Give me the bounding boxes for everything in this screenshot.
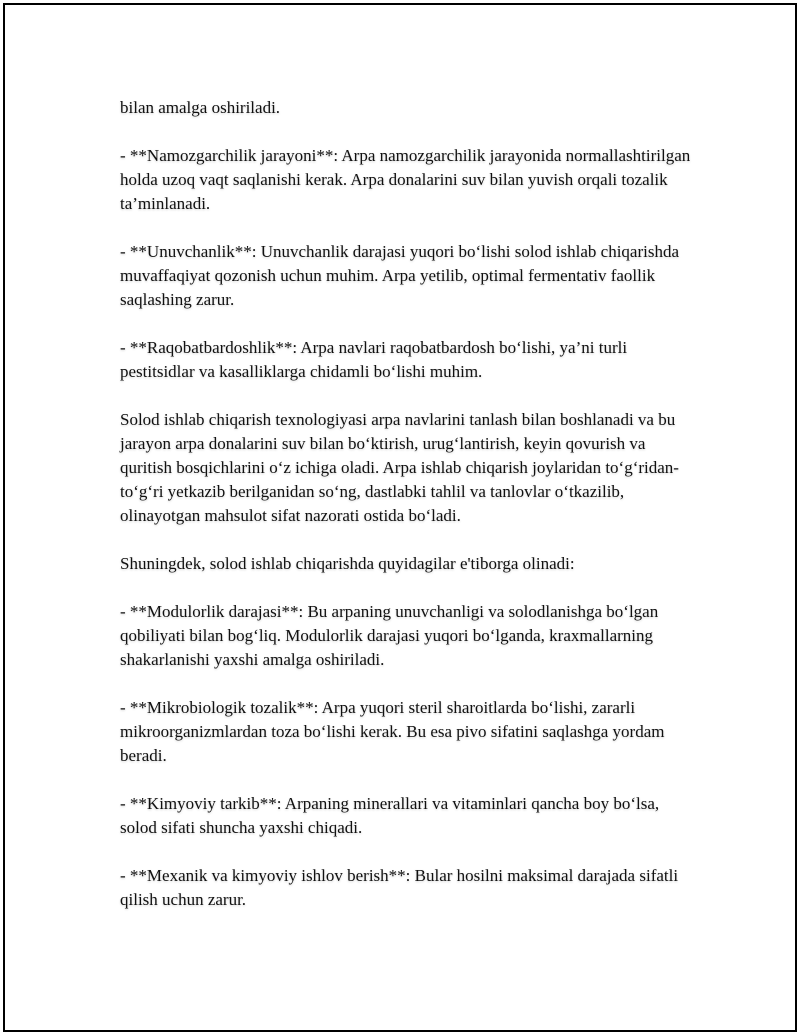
paragraph-raqobatbardoshlik: - **Raqobatbardoshlik**: Arpa navlari raqobatbardosh bo‘lishi, ya’ni turli pestitsidlar va kasalliklarga chidamli bo‘lishi muhim. — [120, 338, 628, 381]
paragraph-unuvchanlik: - **Unuvchanlik**: Unuvchanlik darajasi yuqori bo‘lishi solod ishlab chiqarishda muvaffaqiyat qozonish uchun muhim. Arpa yetilib, optimal fermentativ faollik saqlashing zarur. — [120, 242, 680, 309]
paragraph-considerations-intro: Shuningdek, solod ishlab chiqarishda quyidagilar e'tiborga olinadi: — [120, 554, 575, 573]
paragraph-ishlov-berish: - **Mexanik va kimyoviy ishlov berish**: Bular hosilni maksimal darajada sifatli qilish uchun zarur. — [120, 866, 679, 909]
paragraph-namozgarchilik: - **Namozgarchilik jarayoni**: Arpa namozgarchilik jarayonida normallashtirilgan holda uzoq vaqt saqlanishi kerak. Arpa donalarini suv bilan yuvish orqali tozalik ta’minlanadi. — [120, 146, 691, 213]
paragraph-modulorlik: - **Modulorlik darajasi**: Bu arpaning unuvchanligi va solodlanishga bo‘lgan qobiliyati bilan bog‘liq. Modulorlik darajasi yuqori bo‘lganda, kraxmallarning shakarlanishi yaxshi amalga oshiriladi. — [120, 602, 659, 669]
document-page — [3, 3, 797, 1032]
paragraph-continuation: bilan amalga oshiriladi. — [120, 98, 281, 117]
paragraph-technology-overview: Solod ishlab chiqarish texnologiyasi arpa navlarini tanlash bilan boshlanadi va bu jarayon arpa donalarini suv bilan bo‘ktirish, urug‘lantirish, keyin qovurish va quritish bosqichlarini o‘z ichiga oladi. Arpa ishlab chiqarish joylaridan to‘g‘ridan-to‘g‘ri yetkazib berilganidan so‘ng, dastlabki tahlil va tanlovlar o‘tkazilib, olinayotgan mahsulot sifat nazorati ostida bo‘ladi. — [120, 410, 679, 525]
document-body — [120, 96, 695, 936]
paragraph-mikrobiologik-tozalik: - **Mikrobiologik tozalik**: Arpa yuqori steril sharoitlarda bo‘lishi, zararli mikroorganizmlardan toza bo‘lishi kerak. Bu esa pivo sifatini saqlashga yordam beradi. — [120, 698, 665, 765]
paragraph-kimyoviy-tarkib: - **Kimyoviy tarkib**: Arpaning minerallari va vitaminlari qancha boy bo‘lsa, solod sifati shuncha yaxshi chiqadi. — [120, 794, 660, 837]
